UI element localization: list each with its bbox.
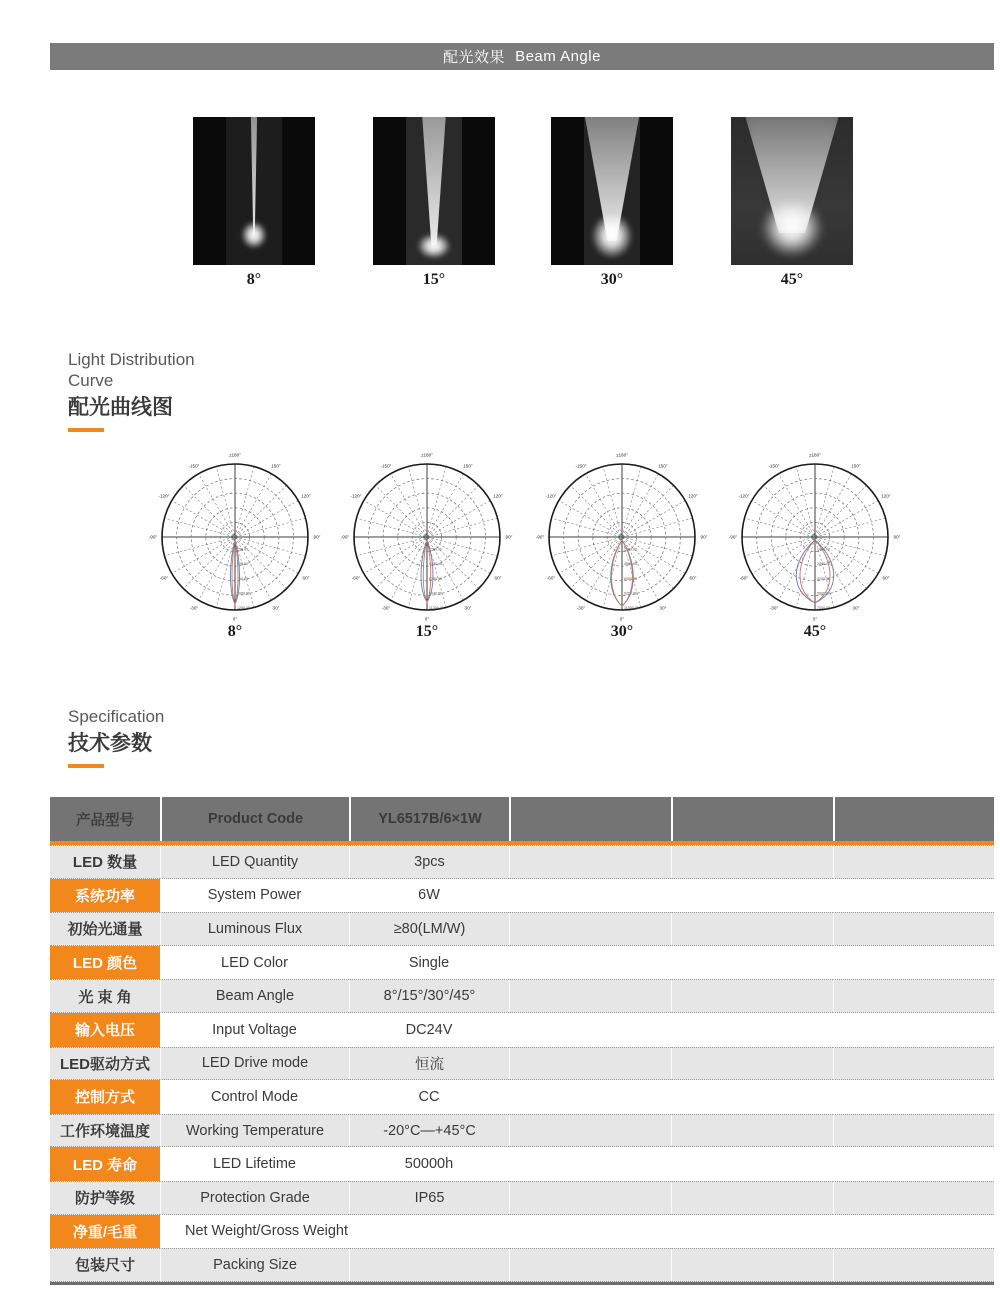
empty-cell bbox=[833, 1013, 994, 1047]
spec-title-en: Specification bbox=[68, 707, 165, 726]
svg-text:0°: 0° bbox=[812, 616, 818, 621]
empty-cell bbox=[671, 946, 833, 980]
svg-text:9040.00: 9040.00 bbox=[429, 591, 442, 596]
row-value: 恒流 bbox=[349, 1047, 509, 1081]
row-label-zh: LED 颜色 bbox=[50, 946, 160, 980]
beam-spot bbox=[417, 233, 451, 259]
empty-cell bbox=[833, 1147, 994, 1181]
table-row bbox=[50, 1047, 994, 1081]
svg-text:±180°: ±180° bbox=[420, 452, 434, 458]
beam-photo-15° bbox=[373, 117, 495, 265]
header-cell-product-en: Product Code bbox=[160, 797, 349, 841]
row-label-zh: LED驱动方式 bbox=[50, 1047, 160, 1081]
row-value: 50000h bbox=[349, 1147, 509, 1181]
polar-chart-label: 45° bbox=[803, 623, 827, 640]
polar-chart-30° bbox=[527, 449, 717, 641]
beam-photo-label: 8° bbox=[246, 271, 262, 288]
empty-cell bbox=[833, 1047, 994, 1081]
table-row bbox=[50, 1215, 994, 1249]
polar-chart-label: 8° bbox=[227, 623, 243, 640]
svg-text:11500.00: 11500.00 bbox=[624, 606, 639, 610]
row-label-zh: 工作环境温度 bbox=[50, 1114, 160, 1148]
svg-text:1400.00: 1400.00 bbox=[817, 547, 830, 552]
header-cell-product-zh: 产品型号 bbox=[76, 812, 134, 829]
spec-table bbox=[50, 797, 994, 1285]
polar-chart-label: 15° bbox=[415, 623, 439, 640]
row-label-en: Control Mode bbox=[160, 1080, 349, 1114]
row-label-en: Protection Grade bbox=[160, 1181, 349, 1215]
empty-cell bbox=[509, 1248, 671, 1282]
table-header-row bbox=[50, 797, 994, 845]
svg-text:±180°: ±180° bbox=[228, 452, 242, 458]
header-cell-empty bbox=[833, 797, 994, 841]
svg-text:30°: 30° bbox=[659, 605, 667, 611]
svg-text:120°: 120° bbox=[688, 493, 698, 499]
svg-text:-150°: -150° bbox=[188, 463, 200, 469]
svg-text:7000.00: 7000.00 bbox=[817, 606, 830, 610]
table-row bbox=[50, 979, 994, 1013]
empty-cell bbox=[509, 1080, 671, 1114]
svg-text:5600.00: 5600.00 bbox=[817, 591, 830, 596]
empty-cell bbox=[671, 1248, 833, 1282]
beam-photo-label: 30° bbox=[600, 271, 624, 288]
row-label-en: LED Drive mode bbox=[160, 1047, 349, 1081]
accent-rule bbox=[68, 428, 104, 432]
svg-text:60°: 60° bbox=[302, 575, 310, 581]
row-value: 8°/15°/30°/45° bbox=[349, 979, 509, 1013]
table-row bbox=[50, 1013, 994, 1047]
beam-photo-8° bbox=[193, 117, 315, 265]
empty-cell bbox=[671, 912, 833, 946]
empty-cell bbox=[509, 1047, 671, 1081]
svg-text:60°: 60° bbox=[494, 575, 502, 581]
beam-photo-label: 45° bbox=[780, 271, 804, 288]
empty-cell bbox=[509, 845, 671, 879]
beam-spot bbox=[241, 221, 267, 249]
svg-text:90°: 90° bbox=[700, 534, 708, 540]
beam-angle-banner bbox=[50, 43, 994, 70]
svg-text:-90°: -90° bbox=[728, 534, 738, 540]
row-value: -20°C—+45°C bbox=[349, 1114, 509, 1148]
empty-cell bbox=[671, 1147, 833, 1181]
svg-text:-60°: -60° bbox=[351, 575, 361, 581]
svg-text:150°: 150° bbox=[851, 463, 861, 469]
spec-section-title bbox=[68, 706, 164, 768]
empty-cell bbox=[509, 1215, 671, 1249]
row-label-en: LED Color bbox=[160, 946, 349, 980]
svg-text:90°: 90° bbox=[505, 534, 513, 540]
row-label-en: Net Weight/Gross Weight bbox=[160, 1215, 349, 1249]
svg-text:1250.00: 1250.00 bbox=[237, 606, 250, 610]
svg-text:-90°: -90° bbox=[535, 534, 545, 540]
curve-section-title bbox=[68, 349, 195, 432]
row-label-en: Working Temperature bbox=[160, 1114, 349, 1148]
row-label-zh: 初始光通量 bbox=[50, 912, 160, 946]
empty-cell bbox=[833, 946, 994, 980]
empty-cell bbox=[833, 845, 994, 879]
svg-text:0°: 0° bbox=[232, 616, 238, 621]
svg-text:-120°: -120° bbox=[158, 493, 170, 499]
svg-text:-120°: -120° bbox=[545, 493, 557, 499]
svg-text:-60°: -60° bbox=[739, 575, 749, 581]
empty-cell bbox=[833, 1248, 994, 1282]
table-row bbox=[50, 845, 994, 879]
empty-cell bbox=[671, 1114, 833, 1148]
row-value: DC24V bbox=[349, 1013, 509, 1047]
svg-text:30°: 30° bbox=[272, 605, 280, 611]
svg-text:9200.00: 9200.00 bbox=[624, 591, 637, 596]
empty-cell bbox=[671, 1080, 833, 1114]
row-value: 6W bbox=[349, 879, 509, 913]
accent-rule bbox=[68, 764, 104, 768]
empty-cell bbox=[833, 879, 994, 913]
header-cell-empty bbox=[509, 797, 671, 841]
empty-cell bbox=[671, 1013, 833, 1047]
svg-text:-150°: -150° bbox=[575, 463, 587, 469]
row-label-zh: LED 寿命 bbox=[50, 1147, 160, 1181]
svg-text:90°: 90° bbox=[313, 534, 321, 540]
svg-text:2260.00: 2260.00 bbox=[429, 547, 442, 552]
curve-title-en-line1: Light Distribution bbox=[68, 350, 195, 369]
svg-text:-150°: -150° bbox=[768, 463, 780, 469]
row-value bbox=[349, 1215, 509, 1249]
empty-cell bbox=[509, 1147, 671, 1181]
svg-text:150°: 150° bbox=[658, 463, 668, 469]
svg-text:0°: 0° bbox=[619, 616, 625, 621]
row-value bbox=[349, 1248, 509, 1282]
empty-cell bbox=[509, 912, 671, 946]
table-row bbox=[50, 879, 994, 913]
row-label-zh: 防护等级 bbox=[50, 1181, 160, 1215]
svg-text:60°: 60° bbox=[689, 575, 697, 581]
svg-text:-60°: -60° bbox=[546, 575, 556, 581]
empty-cell bbox=[833, 1114, 994, 1148]
svg-text:-60°: -60° bbox=[159, 575, 169, 581]
table-row bbox=[50, 1181, 994, 1215]
svg-text:-120°: -120° bbox=[738, 493, 750, 499]
row-label-zh: 控制方式 bbox=[50, 1080, 160, 1114]
empty-cell bbox=[509, 1181, 671, 1215]
table-row bbox=[50, 946, 994, 980]
row-value: IP65 bbox=[349, 1181, 509, 1215]
empty-cell bbox=[833, 979, 994, 1013]
row-label-zh: 输入电压 bbox=[50, 1013, 160, 1047]
svg-text:-30°: -30° bbox=[189, 605, 199, 611]
row-label-en: Beam Angle bbox=[160, 979, 349, 1013]
banner-title-en: Beam Angle bbox=[515, 48, 601, 65]
empty-cell bbox=[671, 1215, 833, 1249]
empty-cell bbox=[509, 1013, 671, 1047]
svg-text:250.00: 250.00 bbox=[237, 547, 248, 552]
empty-cell bbox=[509, 946, 671, 980]
banner-title-zh: 配光效果 bbox=[443, 49, 506, 66]
empty-cell bbox=[833, 1080, 994, 1114]
row-label-zh: LED 数量 bbox=[50, 845, 160, 879]
svg-text:-30°: -30° bbox=[769, 605, 779, 611]
svg-text:90°: 90° bbox=[893, 534, 901, 540]
empty-cell bbox=[833, 1215, 994, 1249]
empty-cell bbox=[671, 979, 833, 1013]
svg-text:120°: 120° bbox=[301, 493, 311, 499]
row-value: ≥80(LM/W) bbox=[349, 912, 509, 946]
beam-photo-30° bbox=[551, 117, 673, 265]
svg-text:6780.00: 6780.00 bbox=[429, 576, 442, 581]
polar-chart-8° bbox=[140, 449, 330, 641]
table-row bbox=[50, 912, 994, 946]
svg-text:30°: 30° bbox=[464, 605, 472, 611]
polar-chart-15° bbox=[332, 449, 522, 641]
row-label-zh: 光 束 角 bbox=[50, 979, 160, 1013]
table-body bbox=[50, 845, 994, 1285]
curve-title-en-line2: Curve bbox=[68, 371, 114, 390]
svg-text:-120°: -120° bbox=[350, 493, 362, 499]
svg-text:2800.00: 2800.00 bbox=[817, 562, 830, 567]
empty-cell bbox=[509, 1114, 671, 1148]
svg-text:1000.00: 1000.00 bbox=[237, 591, 250, 596]
empty-cell bbox=[671, 845, 833, 879]
table-row bbox=[50, 1248, 994, 1282]
table-row bbox=[50, 1147, 994, 1181]
svg-text:±180°: ±180° bbox=[615, 452, 629, 458]
row-label-zh: 净重/毛重 bbox=[50, 1215, 160, 1249]
svg-text:-30°: -30° bbox=[576, 605, 586, 611]
header-cell-product-code: YL6517B/6×1W bbox=[349, 797, 509, 841]
row-label-en: Input Voltage bbox=[160, 1013, 349, 1047]
svg-text:150°: 150° bbox=[463, 463, 473, 469]
row-label-en: Luminous Flux bbox=[160, 912, 349, 946]
row-value: Single bbox=[349, 946, 509, 980]
empty-cell bbox=[833, 1181, 994, 1215]
svg-text:60°: 60° bbox=[882, 575, 890, 581]
empty-cell bbox=[833, 912, 994, 946]
empty-cell bbox=[671, 1047, 833, 1081]
svg-text:-150°: -150° bbox=[380, 463, 392, 469]
svg-text:-30°: -30° bbox=[381, 605, 391, 611]
beam-photo-label: 15° bbox=[422, 271, 446, 288]
svg-text:6900.00: 6900.00 bbox=[624, 576, 637, 581]
row-label-en: LED Lifetime bbox=[160, 1147, 349, 1181]
svg-text:120°: 120° bbox=[493, 493, 503, 499]
row-value: 3pcs bbox=[349, 845, 509, 879]
svg-text:120°: 120° bbox=[881, 493, 891, 499]
row-value: CC bbox=[349, 1080, 509, 1114]
svg-text:±180°: ±180° bbox=[808, 452, 822, 458]
table-row bbox=[50, 1080, 994, 1114]
row-label-zh: 包装尺寸 bbox=[50, 1248, 160, 1282]
svg-text:150°: 150° bbox=[271, 463, 281, 469]
spec-title-zh: 技术参数 bbox=[68, 732, 152, 755]
svg-text:11300.00: 11300.00 bbox=[429, 606, 444, 610]
svg-text:30°: 30° bbox=[852, 605, 860, 611]
empty-cell bbox=[509, 879, 671, 913]
polar-chart-45° bbox=[720, 449, 910, 641]
beam-spot bbox=[591, 213, 633, 259]
svg-text:-90°: -90° bbox=[148, 534, 158, 540]
row-label-en: LED Quantity bbox=[160, 845, 349, 879]
beam-spot bbox=[761, 199, 823, 257]
empty-cell bbox=[671, 879, 833, 913]
svg-text:4520.00: 4520.00 bbox=[429, 562, 442, 567]
beam-photo-45° bbox=[731, 117, 853, 265]
row-label-zh: 系统功率 bbox=[50, 879, 160, 913]
row-label-en: System Power bbox=[160, 879, 349, 913]
svg-text:4600.00: 4600.00 bbox=[624, 562, 637, 567]
svg-text:-90°: -90° bbox=[340, 534, 350, 540]
empty-cell bbox=[671, 1181, 833, 1215]
header-cell-empty bbox=[671, 797, 833, 841]
table-row bbox=[50, 1114, 994, 1148]
polar-chart-label: 30° bbox=[610, 623, 634, 640]
empty-cell bbox=[509, 979, 671, 1013]
svg-text:750.00: 750.00 bbox=[237, 576, 248, 581]
row-label-en: Packing Size bbox=[160, 1248, 349, 1282]
curve-title-zh: 配光曲线图 bbox=[68, 396, 173, 419]
svg-text:500.00: 500.00 bbox=[237, 562, 248, 567]
svg-text:0°: 0° bbox=[424, 616, 430, 621]
svg-text:4200.00: 4200.00 bbox=[817, 576, 830, 581]
svg-text:2300.00: 2300.00 bbox=[624, 547, 637, 552]
